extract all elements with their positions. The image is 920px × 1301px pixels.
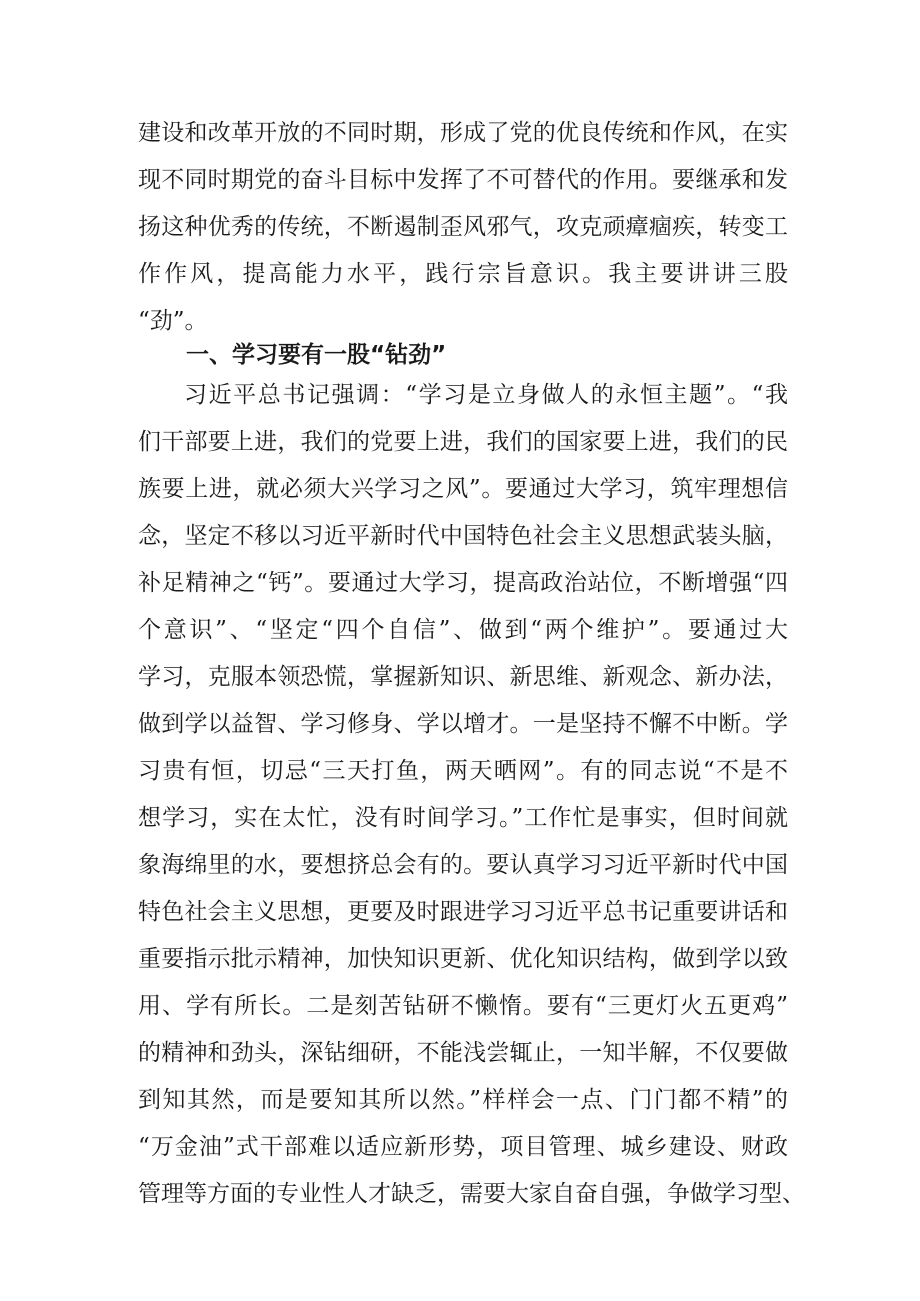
text-line: 们干部要上进，我们的党要上进，我们的国家要上进，我们的民	[138, 429, 788, 455]
text-line: 补足精神之“钙”。要通过大学习，提高政治站位，不断增强“四	[138, 570, 788, 596]
text-line: 作作风，提高能力水平，践行宗旨意识。我主要讲讲三股	[138, 261, 788, 287]
text-line: 族要上进，就必须大兴学习之风”。要通过大学习，筑牢理想信	[138, 476, 788, 502]
text-line: 想学习，实在太忙，没有时间学习。”工作忙是事实，但时间就	[138, 805, 788, 831]
text-line: 管理等方面的专业性人才缺乏，需要大家自奋自强，争做学习型、	[138, 1181, 805, 1207]
text-line: 重要指示批示精神，加快知识更新、优化知识结构，做到学以致	[138, 946, 788, 972]
body-paragraph-study	[138, 372, 805, 1218]
text-line: 用、学有所长。二是刻苦钻研不懒惰。要有“三更灯火五更鸡”	[138, 993, 788, 1019]
text-line: “万金油”式干部难以适应新形势，项目管理、城乡建设、财政	[138, 1134, 788, 1160]
text-line: 的精神和劲头，深钻细研，不能浅尝辄止，一知半解，不仅要做	[138, 1040, 788, 1066]
section-heading: 一、学习要有一股“钻劲”	[186, 342, 447, 368]
text-line: 做到学以益智、学习修身、学以增才。一是坚持不懈不中断。学	[138, 711, 788, 737]
text-line: 个意识”、“坚定“四个自信”、做到“两个维护”。要通过大	[138, 617, 788, 643]
text-line: 到知其然，而是要知其所以然。”样样会一点、门门都不精”的	[138, 1087, 788, 1113]
text-line: 特色社会主义思想，更要及时跟进学习习近平总书记重要讲话和	[138, 899, 788, 925]
text-line: “劲”。	[138, 308, 208, 334]
text-line: 现不同时期党的奋斗目标中发挥了不可替代的作用。要继承和发	[138, 167, 788, 193]
text-line: 习贵有恒，切忌“三天打鱼，两天晒网”。有的同志说“不是不	[138, 758, 788, 784]
body-paragraph-intro	[138, 110, 788, 345]
text-line: 象海绵里的水，要想挤总会有的。要认真学习习近平新时代中国	[138, 852, 788, 878]
text-line: 念，坚定不移以习近平新时代中国特色社会主义思想武装头脑，	[138, 523, 788, 549]
text-line: 扬这种优秀的传统，不断遏制歪风邪气，攻克顽瘴痼疾，转变工	[138, 214, 788, 240]
text-line: 学习，克服本领恐慌，掌握新知识、新思维、新观念、新办法，	[138, 664, 788, 690]
text-line: 习近平总书记强调：“学习是立身做人的永恒主题”。“我	[184, 382, 788, 408]
text-line: 建设和改革开放的不同时期，形成了党的优良传统和作风，在实	[138, 120, 788, 146]
